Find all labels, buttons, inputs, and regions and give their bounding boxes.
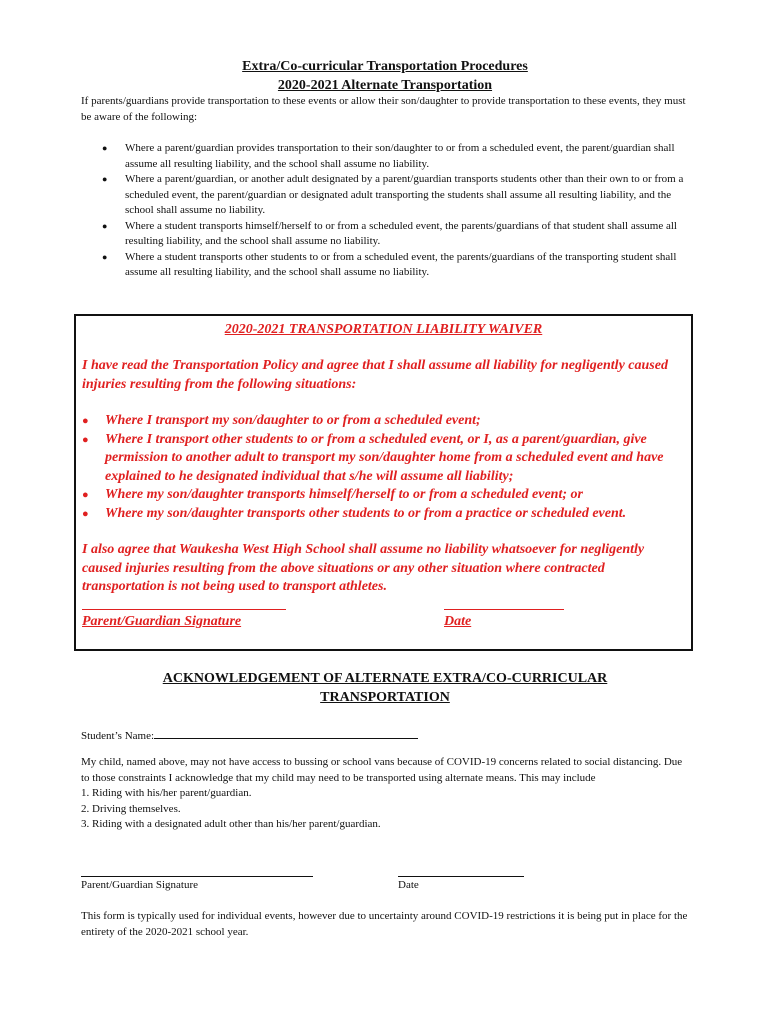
- acknowledgement-date-label: Date: [398, 879, 419, 891]
- waiver-date-line[interactable]: [444, 609, 564, 610]
- bullet-icon: ●: [82, 433, 89, 446]
- list-item: 2. Driving themselves.: [81, 802, 181, 815]
- list-item: ● Where I transport other students to or from a scheduled event, or I, as a parent/guardian, give permission to another adult to transport my son/daughter home from a scheduled event and have explained to he designated individual that s/he will assume all liability;: [82, 431, 664, 484]
- bullet-icon: ●: [102, 220, 108, 231]
- bullet-icon: ●: [82, 415, 89, 427]
- student-name-label: Student’s Name:: [81, 730, 155, 742]
- acknowledgement-signature-line[interactable]: [81, 876, 313, 877]
- list-item: ● Where my son/daughter transports himself/herself to or from a scheduled event; or: [82, 486, 688, 505]
- bullet-icon: ●: [82, 507, 89, 520]
- waiver-agreement: I also agree that Waukesha West High School shall assume no liability whatsoever for negligently caused injuries resulting from the above situations or any other situation where contracted transportation is not being used to transport athletes.: [82, 542, 645, 594]
- bullet-icon: ●: [102, 143, 108, 153]
- acknowledgement-date-line[interactable]: [398, 876, 524, 877]
- student-name-line[interactable]: [154, 727, 418, 739]
- liability-waiver-box: [74, 314, 693, 651]
- document-header: [0, 57, 770, 95]
- bullet-icon: ●: [82, 489, 89, 501]
- list-item: ● Where a parent/guardian provides transportation to their son/daughter to or from a scheduled event, the parent/guardian shall assume all resulting liability, and the school shall assume no liability.: [102, 142, 675, 170]
- waiver-signature-label: Parent/Guardian Signature: [82, 614, 242, 629]
- intro-paragraph: If parents/guardians provide transportation to these events or allow their son/daughter to provide transportation to these events, they must be aware of the following:: [81, 95, 686, 123]
- bullet-icon: ●: [102, 174, 108, 184]
- waiver-date-label: Date: [444, 614, 472, 629]
- transport-options-list: [81, 786, 693, 833]
- document-title: Extra/Co-curricular Transportation Procedures: [242, 59, 528, 74]
- liability-rules-list: [81, 141, 691, 281]
- list-item: ● Where I transport my son/daughter to or from a scheduled event;: [82, 412, 688, 431]
- acknowledgement-signature-label: Parent/Guardian Signature: [81, 879, 198, 891]
- list-item: ● Where a student transports other students to or from a scheduled event, the parents/guardians of the transporting student shall assume all resulting liability, and the school shall assume no liability.: [102, 250, 677, 278]
- waiver-signature-line[interactable]: [82, 609, 286, 610]
- waiver-intro: I have read the Transportation Policy and agree that I shall assume all liability for negligently caused injuries resulting from the following situations:: [82, 358, 668, 392]
- acknowledgement-body: [81, 755, 693, 833]
- footer-note: This form is typically used for individual events, however due to uncertainty around COVID-19 restrictions it is being put in place for the entirety of the 2020-2021 school year.: [81, 910, 688, 938]
- list-item: ● Where a parent/guardian, or another adult designated by a parent/guardian transports students other than their own to or from a scheduled event, the parent/guardian or designated adult transporting the students shall assume all resulting liability, and the school shall assume no liability.: [102, 173, 684, 216]
- waiver-situations-list: [82, 412, 688, 523]
- list-item: 3. Riding with a designated adult other than his/her parent/guardian.: [81, 818, 381, 830]
- acknowledgement-paragraph: My child, named above, may not have access to bussing or school vans because of COVID-19 concerns related to social distancing. Due to those constraints I acknowledge that my child may need to be transported using alternate means. This may include: [81, 756, 683, 784]
- student-name-field: [81, 727, 418, 744]
- acknowledgement-title: ACKNOWLEDGEMENT OF ALTERNATE EXTRA/CO-CURRICULAR TRANSPORTATION: [162, 671, 608, 705]
- document-subtitle: 2020-2021 Alternate Transportation: [277, 78, 493, 93]
- list-item: 1. Riding with his/her parent/guardian.: [81, 787, 252, 799]
- bullet-icon: ●: [102, 251, 108, 262]
- waiver-title: 2020-2021 TRANSPORTATION LIABILITY WAIVER: [224, 322, 543, 337]
- list-item: ● Where a student transports himself/herself to or from a scheduled event, the parents/guardians of that student shall assume all resulting liability, and the school shall assume no liability.: [102, 219, 677, 247]
- list-item: ● Where my son/daughter transports other students to or from a practice or scheduled event.: [82, 505, 688, 524]
